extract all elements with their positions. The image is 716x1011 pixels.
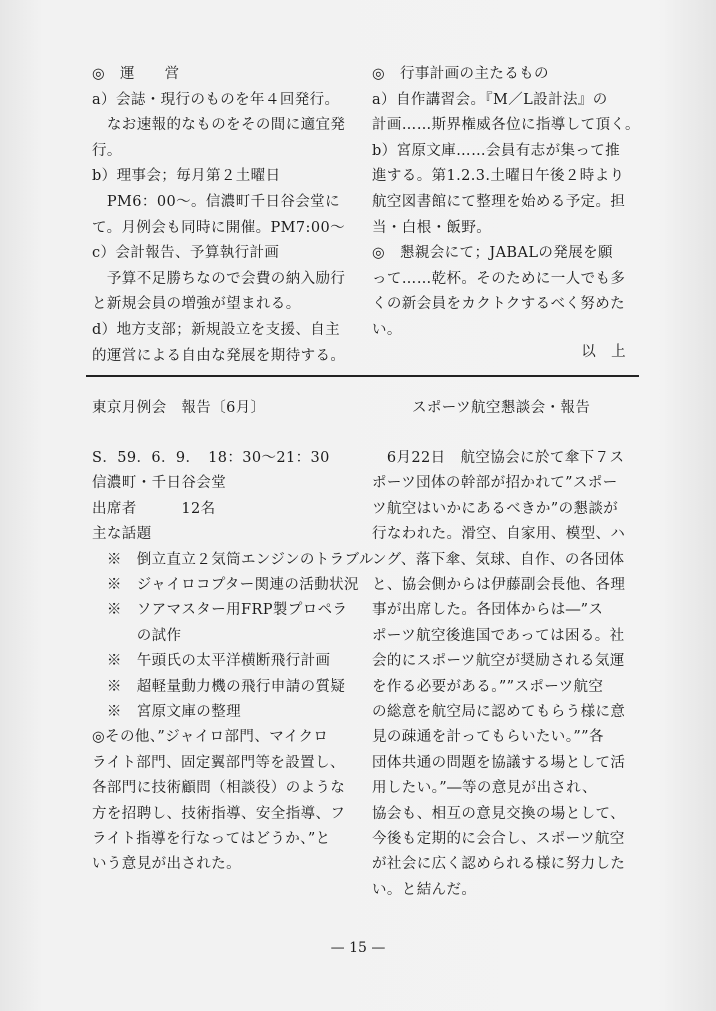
text-line: 用したい。”―等の意見が出され、 bbox=[372, 780, 597, 797]
text-line: いう意見が出された。 bbox=[92, 856, 241, 873]
text-line: ◎その他、”ジャイロ部門、マイクロ bbox=[92, 729, 329, 746]
text-line: ポーツ航空後進国であっては困る。社 bbox=[372, 627, 625, 644]
text-line: ※ 宮原文庫の整理 bbox=[92, 704, 241, 720]
text-line: い。 bbox=[372, 322, 402, 338]
text-line: ング、落下傘、気球、自作、の各団体 bbox=[372, 551, 625, 568]
text-line: ポーツ団体の幹部が招かれて”スポー bbox=[372, 475, 618, 492]
text-line: S．59．6．9． 18：30〜21：30 bbox=[92, 450, 330, 466]
text-line: ライト指導を行なってはどうか、”と bbox=[92, 831, 331, 847]
text-line: って……乾杯。そのために一人でも多 bbox=[372, 270, 626, 287]
text-line: ◎ 運 営 bbox=[92, 66, 180, 82]
text-line: ライト部門、固定翼部門等を設置し、 bbox=[92, 754, 345, 771]
closing-mark: 以 上 bbox=[581, 343, 626, 360]
text-line: 協会も、相互の意見交換の場として、 bbox=[372, 805, 626, 822]
text-line: て。月例会も同時に開催。PM7:00〜 bbox=[92, 219, 345, 236]
text-line: c）会計報告、予算執行計画 bbox=[92, 245, 280, 262]
text-line: なお速報的なものをその間に適宜発 bbox=[92, 117, 346, 134]
page-number: — 15 — bbox=[330, 940, 386, 956]
text-line: の試作 bbox=[92, 627, 182, 644]
text-line: 計画……斯界権威各位に指導して頂く。 bbox=[372, 117, 640, 134]
report-heading: スポーツ航空懇談会・報告 bbox=[412, 400, 591, 416]
text-line: 主な話題 bbox=[92, 526, 152, 543]
section-divider bbox=[86, 375, 639, 377]
text-line: 見の疎通を計ってもらいたい。””各 bbox=[372, 729, 604, 746]
text-line: 当・白根・飯野。 bbox=[372, 219, 492, 236]
text-line: くの新会員をカクトクするべく努めた bbox=[372, 296, 626, 313]
text-line: ◎ 行事計画の主たるもの bbox=[372, 66, 549, 82]
text-line: 的運営による自由な発展を期待する。 bbox=[92, 347, 346, 364]
text-line: b）理事会；毎月第２土曜日 bbox=[92, 168, 281, 185]
text-line: 6月22日 航空協会に於て傘下７ス bbox=[372, 450, 625, 466]
text-line: 会的にスポーツ航空が奨励される気運 bbox=[372, 653, 625, 670]
text-line: と新規会員の増強が望まれる。 bbox=[92, 296, 301, 313]
text-line: b）宮原文庫……会員有志が集って推 bbox=[372, 142, 621, 159]
text-line: を作る必要がある。””スポーツ航空 bbox=[372, 678, 604, 695]
text-line: 予算不足勝ちなので会費の納入励行 bbox=[92, 270, 346, 287]
text-line: 各部門に技術顧問（相談役）のような bbox=[92, 780, 346, 797]
text-line: ※ 超軽量動力機の飛行申請の質疑 bbox=[92, 678, 346, 695]
text-line: ※ ジャイロコプター関連の活動状況 bbox=[92, 577, 359, 593]
text-line: ◎ 懇親会にて；JABALの発展を願 bbox=[372, 245, 613, 262]
text-line: と、協会側からは伊藤副会長他、各理 bbox=[372, 577, 626, 593]
text-line: 行なわれた。滑空、自家用、模型、ハ bbox=[372, 526, 626, 543]
text-line: a）自作講習会。『M／L設計法』の bbox=[372, 91, 608, 108]
text-line: a）会誌・現行のものを年４回発行。 bbox=[92, 91, 340, 108]
text-line: 信濃町・千日谷会堂 bbox=[92, 475, 227, 492]
text-line: 行。 bbox=[92, 142, 122, 159]
text-line: 方を招聘し、技術指導、安全指導、フ bbox=[92, 805, 346, 822]
text-line: 進する。第1.2.3.土曜日午後２時より bbox=[372, 168, 625, 185]
text-line: ※ 午頭氏の太平洋横断飛行計画 bbox=[92, 653, 331, 670]
text-line: の総意を航空局に認めてもらう様に意 bbox=[372, 704, 626, 720]
text-line: ※ ソアマスター用FRP製プロペラ bbox=[92, 602, 348, 619]
text-line: 出席者 12名 bbox=[92, 500, 216, 517]
text-line: 事が出席した。各団体からは―”ス bbox=[372, 602, 604, 619]
text-line: い。と結んだ。 bbox=[372, 881, 477, 898]
text-line: ※ 倒立直立２気筒エンジンのトラブル bbox=[92, 551, 374, 568]
text-line: 団体共通の問題を協議する場として活 bbox=[372, 754, 626, 771]
text-line: d）地方支部；新規設立を支援、自主 bbox=[92, 322, 341, 338]
text-line: 今後も定期的に会合し、スポーツ航空 bbox=[372, 831, 625, 847]
text-line: PM6：00〜。信濃町千日谷会堂に bbox=[92, 194, 340, 210]
text-line: が社会に広く認められる様に努力した bbox=[372, 856, 626, 873]
report-heading: 東京月例会 報告〔6月〕 bbox=[92, 400, 266, 416]
text-line: 航空図書館にて整理を始める予定。担 bbox=[372, 194, 626, 210]
text-line: ツ航空はいかにあるべきか”の懇談が bbox=[372, 500, 619, 517]
